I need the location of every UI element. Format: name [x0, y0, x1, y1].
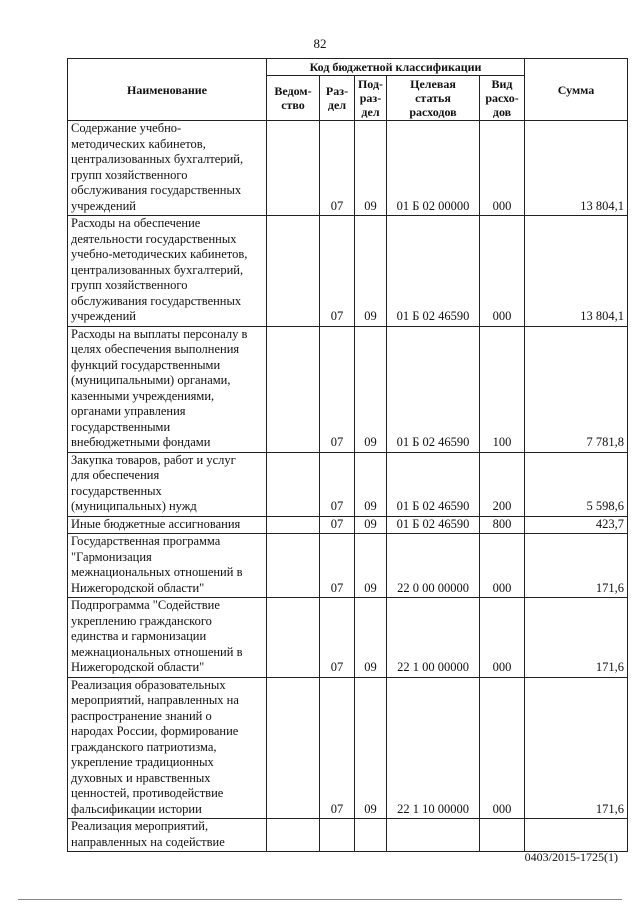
table-row [68, 534, 628, 598]
header-exp-type-text: Вид расхо- дов [485, 77, 519, 119]
row-name-line: государственных [71, 483, 162, 498]
row-sum: 13 804,1 [525, 216, 628, 327]
row-sum [525, 819, 628, 852]
row-target: 01 Б 02 46590 [387, 452, 480, 516]
row-name-line: Нижегородской области" [71, 580, 205, 595]
row-name-line: целях обеспечения выполнения [71, 342, 240, 356]
row-subsection: 09 [355, 452, 387, 516]
row-exp-type: 000 [480, 121, 525, 216]
row-name-line: Государственная программа [71, 534, 221, 548]
row-name-line: Нижегородской области" [71, 660, 205, 674]
table-header [68, 59, 628, 121]
row-name-line: народах России, формирование [71, 724, 239, 738]
row-name-line: учебно-методических кабинетов, [71, 247, 248, 261]
header-name: Наименование [68, 59, 267, 121]
document-code: 0403/2015-1725(1) [524, 850, 618, 864]
row-target: 01 Б 02 46590 [387, 216, 480, 327]
row-sum: 423,7 [525, 516, 628, 534]
row-section: 07 [320, 121, 355, 216]
row-name-line: групп хозяйственного [71, 278, 188, 292]
budget-classification-table [67, 58, 628, 852]
header-dept-text: Ведом- ство [274, 84, 312, 112]
row-section [320, 819, 355, 852]
row-name-line: гражданского патриотизма, [71, 739, 217, 754]
row-sum: 5 598,6 [525, 452, 628, 516]
row-exp-type [480, 819, 525, 852]
row-name [68, 677, 267, 819]
row-name-line: функций государственными [71, 357, 221, 372]
row-dept [267, 534, 320, 598]
row-name-line: внебюджетными фондами [71, 435, 211, 449]
table-row [68, 677, 628, 819]
row-subsection: 09 [355, 677, 387, 819]
row-dept [267, 326, 320, 452]
page-number: 82 [313, 36, 327, 51]
row-name [68, 216, 267, 327]
row-dept [267, 819, 320, 852]
row-name-line: для обеспечения [71, 468, 160, 482]
row-name-line: "Гармонизация [71, 549, 152, 564]
row-exp-type: 000 [480, 534, 525, 598]
row-name [68, 598, 267, 678]
header-exp-type [480, 76, 525, 121]
row-name-line: ценностей, противодействие [71, 786, 224, 800]
row-subsection: 09 [355, 121, 387, 216]
row-sum: 13 804,1 [525, 121, 628, 216]
row-dept [267, 121, 320, 216]
row-name-line: Иные бюджетные ассигнования [71, 516, 241, 531]
row-section: 07 [320, 216, 355, 327]
row-dept [267, 677, 320, 819]
row-name-line: Подпрограмма "Содействие [71, 598, 220, 612]
row-name-line: методических кабинетов, [71, 136, 206, 151]
row-sum: 171,6 [525, 598, 628, 678]
table-row [68, 326, 628, 452]
header-section-text: Раз- дел [325, 84, 349, 112]
row-subsection: 09 [355, 534, 387, 598]
row-section: 07 [320, 598, 355, 678]
row-name-line: Содержание учебно- [71, 121, 182, 135]
table-row [68, 452, 628, 516]
row-name [68, 534, 267, 598]
row-section: 07 [320, 534, 355, 598]
row-name-line: духовных и нравственных [71, 770, 211, 785]
row-name-line: укрепление традиционных [71, 755, 214, 769]
row-section: 07 [320, 326, 355, 452]
row-name-line: государственными [71, 419, 171, 434]
row-name-line: централизованных бухгалтерий, [71, 262, 244, 277]
header-target [387, 76, 480, 121]
row-name-line: Реализация образовательных [71, 677, 226, 692]
row-name-line: обслуживания государственных [71, 183, 242, 197]
row-name-line: органами управления [71, 404, 186, 418]
row-target: 22 0 00 00000 [387, 534, 480, 598]
row-target [387, 819, 480, 852]
row-name-line: Закупка товаров, работ и услуг [71, 452, 236, 467]
row-exp-type: 000 [480, 677, 525, 819]
row-name-line: деятельности государственных [71, 231, 237, 246]
row-name-line: Расходы на выплаты персоналу в [71, 326, 248, 341]
row-exp-type: 000 [480, 598, 525, 678]
header-dept [267, 76, 320, 121]
row-exp-type: 200 [480, 452, 525, 516]
row-name-line: казенными учреждениями, [71, 388, 215, 403]
row-target: 01 Б 02 46590 [387, 326, 480, 452]
row-exp-type: 000 [480, 216, 525, 327]
row-subsection [355, 819, 387, 852]
header-subsection [355, 76, 387, 121]
row-exp-type: 100 [480, 326, 525, 452]
row-dept [267, 598, 320, 678]
row-dept [267, 516, 320, 534]
row-name-line: межнациональных отношений в [71, 565, 243, 579]
row-target: 01 Б 02 46590 [387, 516, 480, 534]
table-row [68, 598, 628, 678]
table-row [68, 516, 628, 534]
row-name [68, 516, 267, 534]
row-exp-type: 800 [480, 516, 525, 534]
header-sum: Сумма [525, 59, 628, 121]
row-section: 07 [320, 677, 355, 819]
row-dept [267, 216, 320, 327]
row-name-line: учреждений [71, 309, 136, 323]
row-target: 22 1 00 00000 [387, 598, 480, 678]
row-subsection: 09 [355, 516, 387, 534]
row-name-line: межнациональных отношений в [71, 644, 243, 659]
row-target: 22 1 10 00000 [387, 677, 480, 819]
row-section: 07 [320, 452, 355, 516]
row-name-line: Расходы на обеспечение [71, 216, 201, 230]
row-sum: 171,6 [525, 534, 628, 598]
row-name-line: обслуживания государственных [71, 293, 242, 308]
row-name-line: (муниципальных) нужд [71, 499, 197, 513]
row-name-line: мероприятий, направленных на [71, 693, 239, 707]
row-subsection: 09 [355, 326, 387, 452]
row-sum: 171,6 [525, 677, 628, 819]
row-sum: 7 781,8 [525, 326, 628, 452]
row-section: 07 [320, 516, 355, 534]
table-row [68, 216, 628, 327]
row-name-line: Реализация мероприятий, [71, 819, 209, 833]
header-section [320, 76, 355, 121]
header-classification-code: Код бюджетной классификации [267, 59, 525, 76]
table-row [68, 819, 628, 852]
row-name-line: централизованных бухгалтерий, [71, 152, 244, 166]
page-bottom-rule [18, 899, 622, 900]
row-subsection: 09 [355, 598, 387, 678]
row-name-line: групп хозяйственного [71, 167, 188, 182]
row-name [68, 326, 267, 452]
row-target: 01 Б 02 00000 [387, 121, 480, 216]
row-name [68, 819, 267, 852]
row-name-line: распространение знаний о [71, 708, 212, 723]
table-body [68, 121, 628, 852]
row-name-line: фальсификации истории [71, 801, 202, 816]
row-subsection: 09 [355, 216, 387, 327]
row-name [68, 121, 267, 216]
row-name-line: направленных на содействие [71, 834, 225, 849]
row-name-line: единства и гармонизации [71, 629, 207, 643]
row-dept [267, 452, 320, 516]
row-name-line: укреплению гражданского [71, 613, 212, 628]
row-name [68, 452, 267, 516]
row-name-line: учреждений [71, 198, 136, 213]
header-subsection-text: Под- раз- дел [357, 77, 384, 119]
table-row [68, 121, 628, 216]
row-name-line: (муниципальными) органами, [71, 373, 231, 387]
header-target-text: Целевая статья расходов [409, 77, 457, 119]
